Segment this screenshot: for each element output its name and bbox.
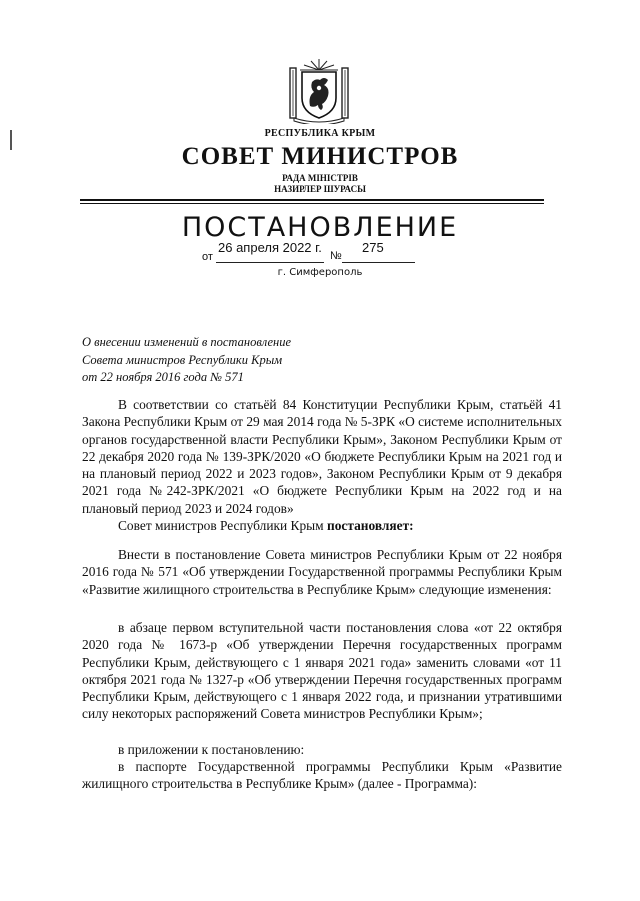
council-name: СОВЕТ МИНИСТРОВ: [181, 143, 459, 170]
decree-subject: [82, 334, 291, 387]
republic-name: РЕСПУБЛИКА КРЫМ: [264, 128, 376, 139]
header-divider: [80, 199, 544, 201]
decree-date: 26 апреля 2022 г.: [218, 240, 322, 255]
subject-line: О внесении изменений в постановление: [82, 335, 292, 349]
body-paragraph: [82, 619, 562, 723]
decree-date-number-line: [202, 240, 442, 266]
header-divider-thin: [80, 203, 544, 204]
crimea-coat-of-arms-icon: [288, 58, 350, 124]
paragraph-amend: Внести в постановление Совета министров Республики Крым от 22 ноября 2016 года № 571 «Об утверждении Государственной программы Республики Крым «Развитие жилищного строительства в Республике Крым» следующие изменения:: [82, 547, 562, 597]
city: г. Симферополь: [277, 267, 363, 278]
paragraph-preamble-change: в абзаце первом вступительной части постановления слова «от 22 октября 2020 года № 1673-р «Об утверждении Перечня государственных программ Республики Крым, действующего с 1 января 2021 года» заменить словами «от 11 октября 2021 года № 1327-р «Об утверждении Перечня государственных программ Республики Крым, действующего с 1 января 2022 года, и признании утратившими силу некоторых распоряжений Совета министров Республики Крым»;: [82, 620, 562, 722]
date-underline: [216, 262, 324, 263]
decree-title: ПОСТАНОВЛЕНИЕ: [181, 212, 459, 243]
paragraph-legal-basis: В соответствии со статьёй 84 Конституции Республики Крым, статьёй 41 Закона Республики Крым от 29 мая 2014 года № 5-ЗРК «О системе исполнительных органов государственной власти Республики Крым», Законом Республики Крым от 22 декабря 2020 года № 139-ЗРК/2020 «О бюджете Республики Крым на 2021 год и на плановый период 2022 и 2023 годов», Законом Республики Крым от 9 декабря 2021 года №242-ЗРК/2021 «О бюджете Республики Крым на 2022 год и на плановый период 2023 и 2024 годов»: [82, 397, 562, 516]
paragraph-appendix: в приложении к постановлению:: [118, 742, 305, 757]
decree-number: 275: [362, 240, 384, 255]
date-from-label: от: [202, 251, 213, 263]
body-paragraph: [82, 396, 562, 517]
council-name-crimean-tatar: НАЗИРЛЕР ШУРАСЫ: [274, 184, 366, 194]
resolves-keyword: постановляет:: [326, 518, 414, 533]
resolves-prefix: Совет министров Республики Крым: [118, 518, 327, 533]
council-name-ukrainian: РАДА МІНІСТРІВ: [282, 173, 358, 183]
number-sign: №: [330, 250, 342, 262]
body-paragraph: [82, 741, 562, 758]
body-paragraph: [82, 758, 562, 793]
subject-line: от 22 ноября 2016 года № 571: [82, 370, 244, 384]
paragraph-resolves: [82, 517, 562, 534]
body-paragraph: [82, 517, 562, 534]
paragraph-passport: в паспорте Государственной программы Республики Крым «Развитие жилищного строительства в Республике Крым» (далее - Программа):: [82, 759, 562, 792]
body-paragraph: [82, 546, 562, 598]
number-underline: [342, 262, 415, 263]
subject-line: Совета министров Республики Крым: [82, 352, 283, 367]
